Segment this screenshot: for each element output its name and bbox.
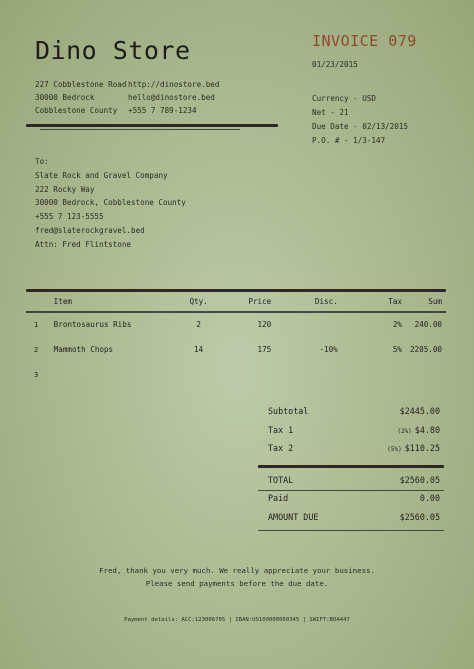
amount-due-label: AMOUNT DUE <box>268 511 319 522</box>
row-item <box>50 362 175 387</box>
table-row <box>26 362 446 387</box>
totals-block <box>268 402 440 458</box>
invoice-date: 01/23/2015 <box>312 60 358 69</box>
store-email-link[interactable]: hello@dinostore.bed <box>128 93 215 102</box>
invoice-title: INVOICE 079 <box>312 32 417 50</box>
store-name: Dino Store <box>35 36 191 65</box>
col-item: Item <box>53 297 72 306</box>
amount-due-value: $2560.05 <box>399 511 440 522</box>
subtotal-label: Subtotal <box>268 406 309 417</box>
total-row <box>268 471 440 490</box>
tax2-value: $110.25 <box>404 443 440 454</box>
invoice-po: P.O. # - 1/3-147 <box>312 136 386 145</box>
invoice-meta <box>312 58 442 148</box>
row-price <box>222 362 275 387</box>
row-price: 175 <box>257 345 272 354</box>
row-disc <box>275 362 342 387</box>
row-qty <box>175 362 222 387</box>
row-item: Mammoth Chops <box>53 345 114 354</box>
store-address-line: Cobblestone County <box>35 106 118 115</box>
row-qty: 14 <box>194 345 204 354</box>
payment-details: Payment details: ACC:123006705 | IBAN:US100000060345 | SWIFT:BOA447 <box>124 617 350 623</box>
table-header-row <box>26 291 446 312</box>
col-tax: Tax <box>388 297 402 306</box>
footer-note: Please send payments before the due date. <box>145 579 329 588</box>
tax1-rate: (2%) <box>397 427 412 435</box>
tax2-row <box>268 439 440 458</box>
store-contact <box>128 78 219 117</box>
row-number: 3 <box>34 370 39 379</box>
store-phone: +555 7 789-1234 <box>128 106 197 115</box>
recipient-block <box>35 155 186 252</box>
row-sum: 2205.00 <box>409 345 442 354</box>
col-sum: Sum <box>428 297 442 306</box>
row-sum <box>406 362 446 387</box>
row-price: 120 <box>257 320 272 329</box>
store-address-line: 227 Cobblestone Road <box>35 80 127 89</box>
subtotal-value: $2445.00 <box>399 406 440 417</box>
line-items-table <box>26 291 446 387</box>
col-disc: Disc. <box>314 297 338 306</box>
col-price: Price <box>248 297 272 306</box>
header-divider-thin <box>40 129 240 130</box>
amount-due-rule <box>258 530 444 531</box>
paid-label: Paid <box>268 493 289 504</box>
row-tax <box>342 362 406 387</box>
row-disc <box>275 312 342 337</box>
store-address <box>35 78 126 117</box>
store-website-link[interactable]: http://dinostore.bed <box>128 80 220 89</box>
paid-row <box>268 489 440 508</box>
store-address-line: 30000 Bedrock <box>35 93 95 102</box>
recipient-street: 222 Rocky Way <box>35 184 95 194</box>
recipient-label: To: <box>35 157 49 166</box>
amount-due-row <box>268 508 440 527</box>
invoice-due-date: Due Date - 02/13/2015 <box>312 122 409 131</box>
tax2-label: Tax 2 <box>268 443 294 454</box>
totals-divider <box>258 465 444 468</box>
paid-value: 0.00 <box>419 493 440 504</box>
header-divider <box>26 124 278 127</box>
tax1-value: $4.80 <box>414 424 440 435</box>
recipient-company: Slate Rock and Gravel Company <box>35 170 168 180</box>
table-row <box>26 312 446 337</box>
table-row <box>26 337 446 362</box>
total-value: $2560.05 <box>399 475 440 486</box>
row-item: Brontosaurus Ribs <box>53 320 132 329</box>
invoice-currency: Currency - USD <box>312 94 377 103</box>
totals-final-block <box>268 471 440 490</box>
row-disc: -10% <box>319 345 338 354</box>
tax2-rate: (5%) <box>387 446 402 454</box>
total-label: TOTAL <box>268 475 294 486</box>
row-number: 1 <box>34 320 39 329</box>
recipient-city: 30000 Bedrock, Cobblestone County <box>35 198 186 208</box>
row-number: 2 <box>34 345 39 354</box>
row-tax: 5% <box>392 345 402 354</box>
recipient-phone: +555 7 123-5555 <box>35 212 104 222</box>
footer-thanks: Fred, thank you very much. We really appreciate your business. <box>99 566 375 575</box>
recipient-email[interactable]: fred@slaterockgravel.bed <box>35 225 145 235</box>
tax1-label: Tax 1 <box>268 424 294 435</box>
row-qty: 2 <box>196 320 201 329</box>
row-tax: 2% <box>392 320 402 329</box>
subtotal-row <box>268 402 440 421</box>
invoice-net: Net - 21 <box>312 108 349 117</box>
col-qty: Qty. <box>189 297 208 306</box>
recipient-attn: Attn: Fred Flintstone <box>35 239 132 249</box>
payment-status-block <box>268 489 440 526</box>
footer-message <box>0 564 474 590</box>
tax1-row <box>268 421 440 440</box>
row-sum: 240.00 <box>414 320 442 329</box>
